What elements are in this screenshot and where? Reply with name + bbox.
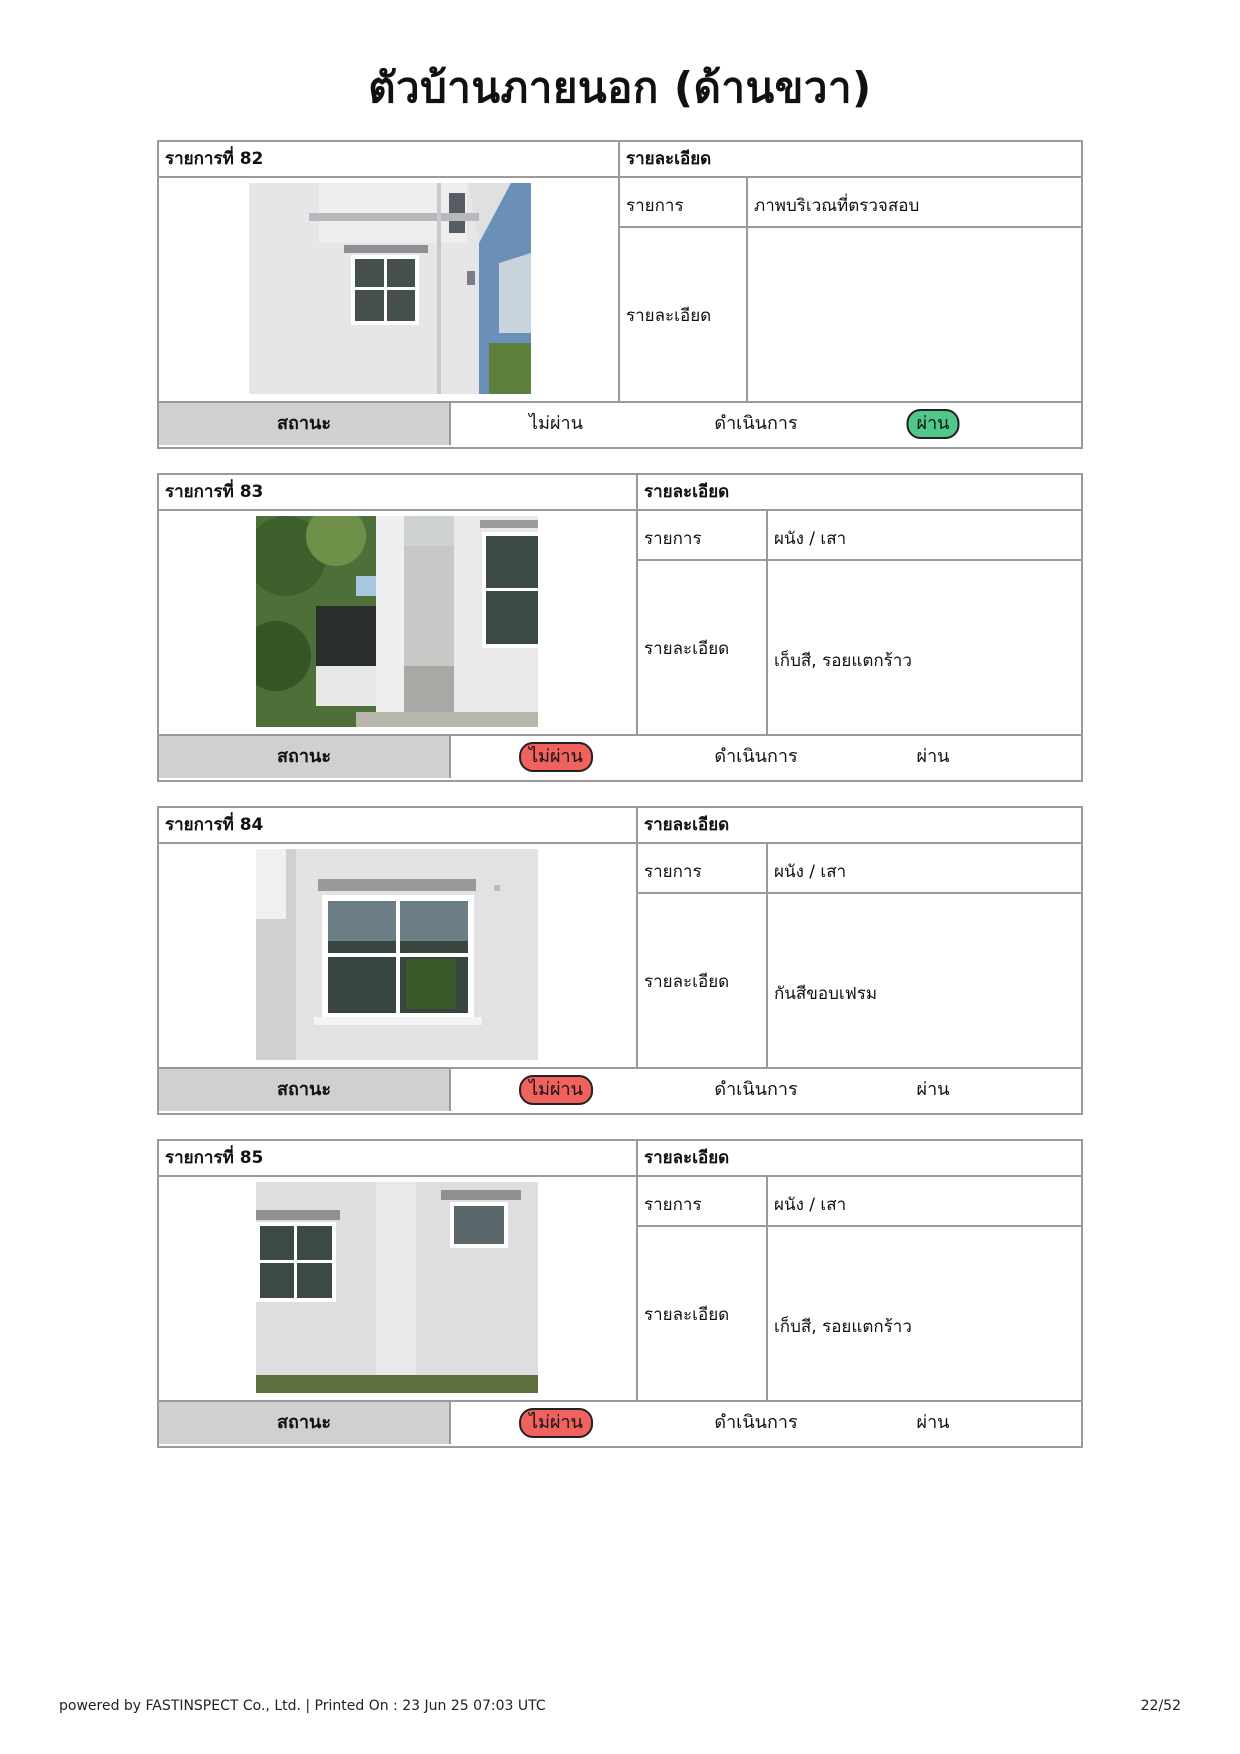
status-option-in-progress[interactable]: ดำเนินการ bbox=[714, 1079, 798, 1100]
status-label: สถานะ bbox=[159, 736, 451, 778]
inspection-item-82 bbox=[157, 140, 1083, 449]
item-title: รายการที่ 82 bbox=[165, 149, 264, 169]
status-option-fail[interactable]: ไม่ผ่าน bbox=[529, 413, 583, 434]
detail-header: รายละเอียด bbox=[636, 1141, 1081, 1175]
status-row bbox=[159, 734, 1081, 780]
item-label: รายการ bbox=[644, 529, 702, 549]
detail-header: รายละเอียด bbox=[636, 808, 1081, 842]
item-label: รายการ bbox=[644, 1195, 702, 1215]
inspection-item-84 bbox=[157, 806, 1083, 1115]
detail-value: เก็บสี, รอยแตกร้าว bbox=[774, 651, 912, 671]
item-value: ผนัง / เสา bbox=[774, 529, 847, 549]
window-frame-photo bbox=[256, 849, 538, 1060]
item-value: ผนัง / เสา bbox=[774, 1195, 847, 1215]
detail-label: รายละเอียด bbox=[644, 639, 730, 659]
item-title: รายการที่ 83 bbox=[165, 482, 264, 502]
status-option-in-progress[interactable]: ดำเนินการ bbox=[714, 746, 798, 767]
status-option-pass[interactable]: ผ่าน bbox=[916, 746, 950, 767]
wall-windows-photo bbox=[256, 1182, 538, 1393]
detail-value: เก็บสี, รอยแตกร้าว bbox=[774, 1317, 912, 1337]
status-row bbox=[159, 1067, 1081, 1113]
item-title: รายการที่ 84 bbox=[165, 815, 264, 835]
footer-printed-on: powered by FASTINSPECT Co., Ltd. | Printed On : 23 Jun 25 07:03 UTC bbox=[59, 1698, 546, 1714]
status-label: สถานะ bbox=[159, 1069, 451, 1111]
detail-value: กันสีขอบเฟรม bbox=[774, 984, 878, 1004]
item-value: ภาพบริเวณที่ตรวจสอบ bbox=[754, 196, 920, 216]
item-value: ผนัง / เสา bbox=[774, 862, 847, 882]
inspection-item-85 bbox=[157, 1139, 1083, 1448]
side-passage-photo bbox=[256, 516, 538, 727]
status-option-fail[interactable]: ไม่ผ่าน bbox=[519, 742, 593, 772]
status-option-pass[interactable]: ผ่าน bbox=[916, 1079, 950, 1100]
house-exterior-photo bbox=[249, 183, 531, 394]
item-title: รายการที่ 85 bbox=[165, 1148, 264, 1168]
status-option-fail[interactable]: ไม่ผ่าน bbox=[519, 1408, 593, 1438]
detail-label: รายละเอียด bbox=[644, 1305, 730, 1325]
status-option-in-progress[interactable]: ดำเนินการ bbox=[714, 413, 798, 434]
status-label: สถานะ bbox=[159, 403, 451, 445]
status-row bbox=[159, 401, 1081, 447]
status-option-in-progress[interactable]: ดำเนินการ bbox=[714, 1412, 798, 1433]
footer-page-number: 22/52 bbox=[1140, 1698, 1181, 1714]
detail-header: รายละเอียด bbox=[636, 475, 1081, 509]
status-option-pass[interactable]: ผ่าน bbox=[907, 409, 960, 439]
detail-header: รายละเอียด bbox=[618, 142, 1081, 176]
item-label: รายการ bbox=[644, 862, 702, 882]
status-option-pass[interactable]: ผ่าน bbox=[916, 1412, 950, 1433]
status-row bbox=[159, 1400, 1081, 1446]
detail-label: รายละเอียด bbox=[644, 972, 730, 992]
status-option-fail[interactable]: ไม่ผ่าน bbox=[519, 1075, 593, 1105]
page-title: ตัวบ้านภายนอก (ด้านขวา) bbox=[368, 63, 872, 112]
inspection-item-83 bbox=[157, 473, 1083, 782]
status-label: สถานะ bbox=[159, 1402, 451, 1444]
item-label: รายการ bbox=[626, 196, 684, 216]
detail-label: รายละเอียด bbox=[626, 306, 712, 326]
